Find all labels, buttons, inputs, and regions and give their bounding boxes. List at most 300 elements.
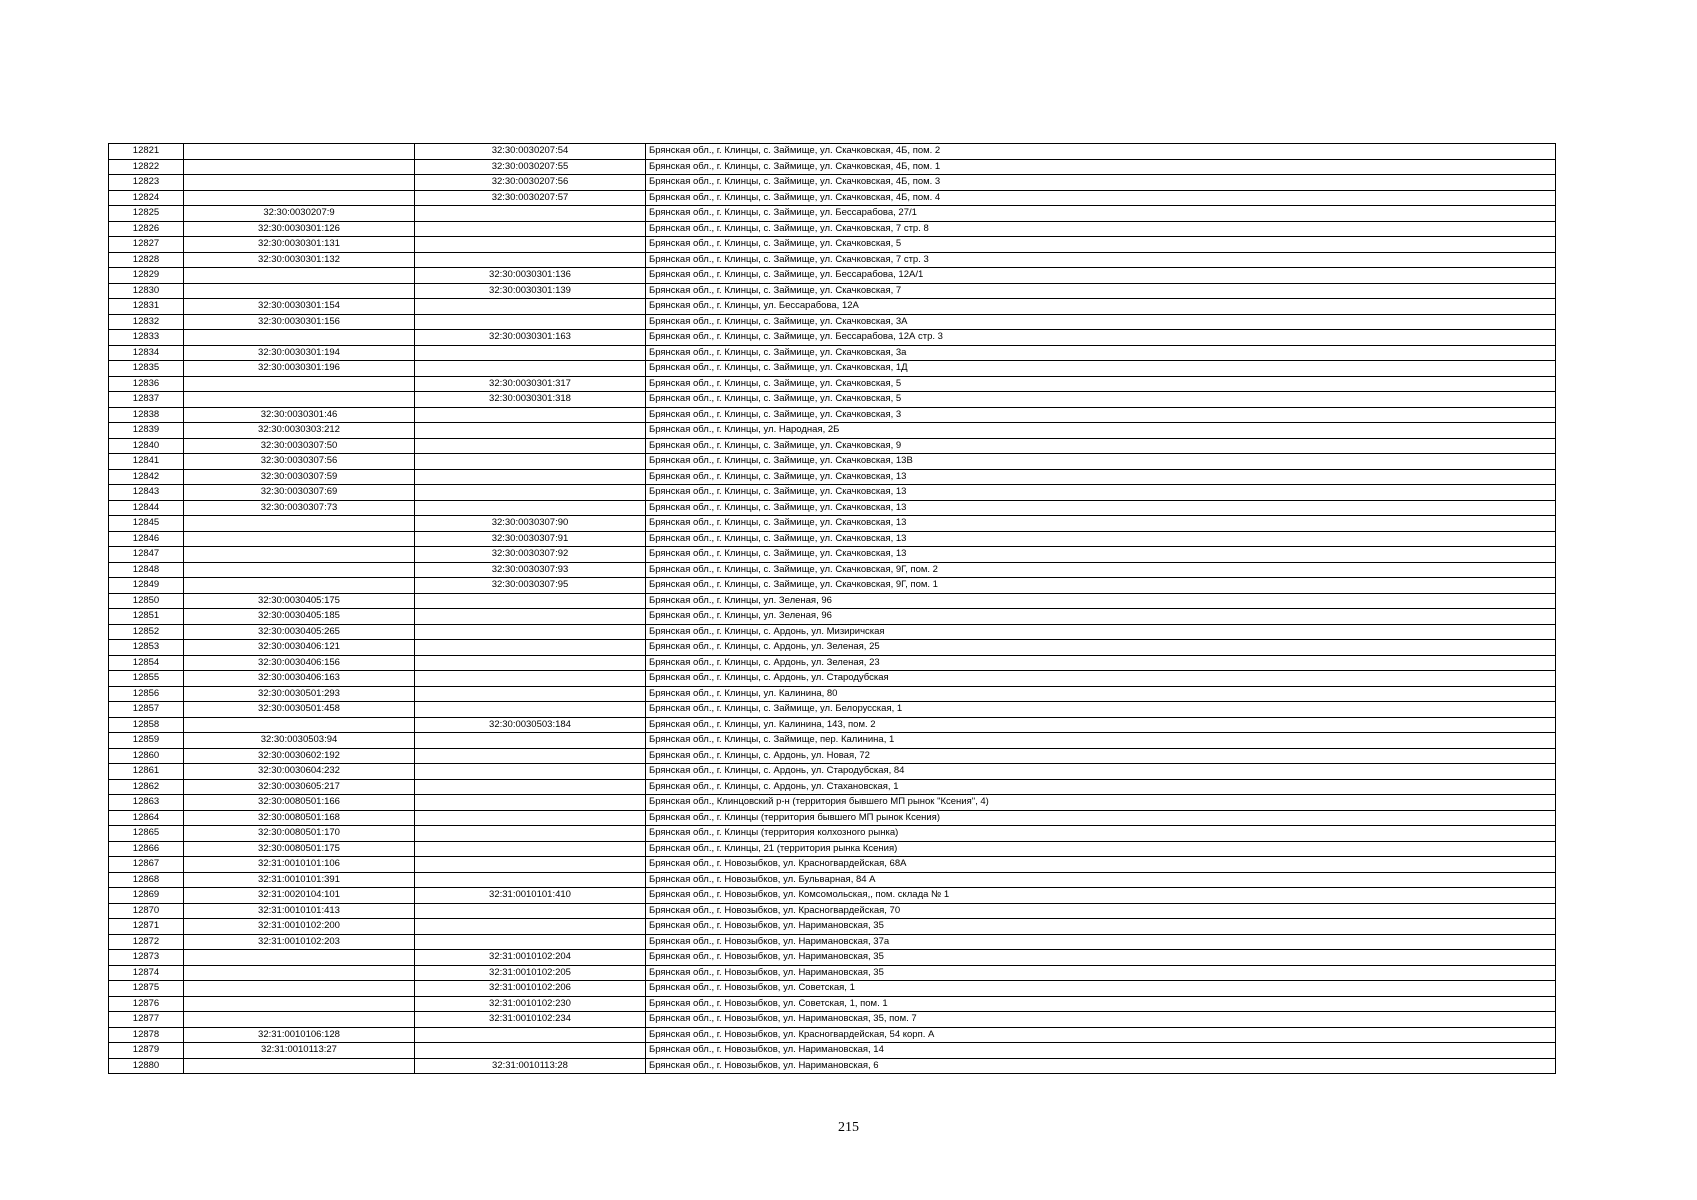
address-cell: Брянская обл., г. Клинцы, с. Займище, ул. Скачковская, 5 xyxy=(646,376,1556,392)
row-number-cell: 12841 xyxy=(109,454,184,470)
row-number-cell: 12851 xyxy=(109,609,184,625)
building-cadastral-number-cell xyxy=(415,252,646,268)
land-cadastral-number-cell: 32:30:0030301:154 xyxy=(184,299,415,315)
building-cadastral-number-cell: 32:30:0030207:57 xyxy=(415,190,646,206)
row-number-cell: 12872 xyxy=(109,934,184,950)
address-cell: Брянская обл., г. Клинцы, с. Ардонь, ул. Мизиричская xyxy=(646,624,1556,640)
building-cadastral-number-cell xyxy=(415,733,646,749)
row-number-cell: 12847 xyxy=(109,547,184,563)
row-number-cell: 12828 xyxy=(109,252,184,268)
building-cadastral-number-cell xyxy=(415,779,646,795)
row-number-cell: 12843 xyxy=(109,485,184,501)
address-cell: Брянская обл., г. Клинцы, с. Займище, ул. Скачковская, 1Д xyxy=(646,361,1556,377)
row-number-cell: 12854 xyxy=(109,655,184,671)
land-cadastral-number-cell xyxy=(184,950,415,966)
table-row xyxy=(109,361,1556,377)
building-cadastral-number-cell: 32:31:0010102:234 xyxy=(415,1012,646,1028)
address-cell: Брянская обл., г. Клинцы, с. Займище, ул. Скачковская, 5 xyxy=(646,237,1556,253)
land-cadastral-number-cell: 32:30:0030605:217 xyxy=(184,779,415,795)
land-cadastral-number-cell: 32:30:0030406:156 xyxy=(184,655,415,671)
table-row xyxy=(109,996,1556,1012)
land-cadastral-number-cell xyxy=(184,376,415,392)
row-number-cell: 12857 xyxy=(109,702,184,718)
building-cadastral-number-cell xyxy=(415,640,646,656)
address-cell: Брянская обл., г. Новозыбков, ул. Наримановская, 35 xyxy=(646,965,1556,981)
address-cell: Брянская обл., г. Клинцы, с. Займище, ул. Бессарабова, 12А стр. 3 xyxy=(646,330,1556,346)
row-number-cell: 12870 xyxy=(109,903,184,919)
land-cadastral-number-cell: 32:30:0030301:194 xyxy=(184,345,415,361)
table-row xyxy=(109,702,1556,718)
table-row xyxy=(109,764,1556,780)
address-cell: Брянская обл., г. Клинцы, с. Займище, ул. Белорусская, 1 xyxy=(646,702,1556,718)
table-row xyxy=(109,330,1556,346)
land-cadastral-number-cell xyxy=(184,547,415,563)
address-cell: Брянская обл., г. Новозыбков, ул. Комсомольская,, пом. склада № 1 xyxy=(646,888,1556,904)
row-number-cell: 12837 xyxy=(109,392,184,408)
table-row xyxy=(109,655,1556,671)
row-number-cell: 12874 xyxy=(109,965,184,981)
building-cadastral-number-cell xyxy=(415,469,646,485)
building-cadastral-number-cell xyxy=(415,485,646,501)
land-cadastral-number-cell: 32:30:0080501:170 xyxy=(184,826,415,842)
building-cadastral-number-cell xyxy=(415,345,646,361)
address-cell: Брянская обл., г. Клинцы, с. Займище, ул. Скачковская, 3А xyxy=(646,314,1556,330)
building-cadastral-number-cell xyxy=(415,206,646,222)
address-cell: Брянская обл., г. Новозыбков, ул. Красногвардейская, 68А xyxy=(646,857,1556,873)
land-cadastral-number-cell: 32:31:0010102:200 xyxy=(184,919,415,935)
row-number-cell: 12868 xyxy=(109,872,184,888)
land-cadastral-number-cell xyxy=(184,996,415,1012)
row-number-cell: 12864 xyxy=(109,810,184,826)
row-number-cell: 12824 xyxy=(109,190,184,206)
building-cadastral-number-cell xyxy=(415,624,646,640)
address-cell: Брянская обл., г. Клинцы, с. Займище, пер. Калинина, 1 xyxy=(646,733,1556,749)
land-cadastral-number-cell: 32:30:0030405:265 xyxy=(184,624,415,640)
address-cell: Брянская обл., г. Клинцы, с. Ардонь, ул. Стахановская, 1 xyxy=(646,779,1556,795)
building-cadastral-number-cell xyxy=(415,857,646,873)
address-cell: Брянская обл., г. Клинцы, с. Займище, ул. Скачковская, 9Г, пом. 2 xyxy=(646,562,1556,578)
land-cadastral-number-cell: 32:31:0010106:128 xyxy=(184,1027,415,1043)
building-cadastral-number-cell xyxy=(415,423,646,439)
building-cadastral-number-cell: 32:31:0010101:410 xyxy=(415,888,646,904)
land-cadastral-number-cell xyxy=(184,268,415,284)
land-cadastral-number-cell xyxy=(184,578,415,594)
table-row xyxy=(109,392,1556,408)
table-row xyxy=(109,779,1556,795)
table-row xyxy=(109,686,1556,702)
row-number-cell: 12875 xyxy=(109,981,184,997)
table-row xyxy=(109,206,1556,222)
address-cell: Брянская обл., г. Клинцы, ул. Бессарабова, 12А xyxy=(646,299,1556,315)
building-cadastral-number-cell xyxy=(415,919,646,935)
land-cadastral-number-cell: 32:30:0030405:185 xyxy=(184,609,415,625)
land-cadastral-number-cell xyxy=(184,717,415,733)
row-number-cell: 12839 xyxy=(109,423,184,439)
row-number-cell: 12873 xyxy=(109,950,184,966)
building-cadastral-number-cell xyxy=(415,686,646,702)
building-cadastral-number-cell: 32:31:0010102:205 xyxy=(415,965,646,981)
building-cadastral-number-cell: 32:30:0030301:318 xyxy=(415,392,646,408)
table-row xyxy=(109,531,1556,547)
address-cell: Брянская обл., г. Новозыбков, ул. Наримановская, 35, пом. 7 xyxy=(646,1012,1556,1028)
address-cell: Брянская обл., г. Новозыбков, ул. Советская, 1 xyxy=(646,981,1556,997)
building-cadastral-number-cell xyxy=(415,810,646,826)
land-cadastral-number-cell xyxy=(184,175,415,191)
table-row xyxy=(109,640,1556,656)
table-row xyxy=(109,826,1556,842)
building-cadastral-number-cell xyxy=(415,826,646,842)
property-register-table xyxy=(108,143,1556,1074)
building-cadastral-number-cell xyxy=(415,655,646,671)
table-row xyxy=(109,438,1556,454)
row-number-cell: 12823 xyxy=(109,175,184,191)
building-cadastral-number-cell xyxy=(415,1043,646,1059)
row-number-cell: 12829 xyxy=(109,268,184,284)
row-number-cell: 12838 xyxy=(109,407,184,423)
land-cadastral-number-cell: 32:30:0030303:212 xyxy=(184,423,415,439)
address-cell: Брянская обл., г. Клинцы, с. Займище, ул. Скачковская, 4Б, пом. 4 xyxy=(646,190,1556,206)
building-cadastral-number-cell: 32:31:0010102:204 xyxy=(415,950,646,966)
building-cadastral-number-cell: 32:30:0030301:317 xyxy=(415,376,646,392)
table-row xyxy=(109,469,1556,485)
address-cell: Брянская обл., г. Новозыбков, ул. Советская, 1, пом. 1 xyxy=(646,996,1556,1012)
row-number-cell: 12832 xyxy=(109,314,184,330)
table-row xyxy=(109,981,1556,997)
building-cadastral-number-cell: 32:30:0030307:92 xyxy=(415,547,646,563)
land-cadastral-number-cell: 32:30:0030207:9 xyxy=(184,206,415,222)
building-cadastral-number-cell: 32:30:0030301:139 xyxy=(415,283,646,299)
address-cell: Брянская обл., г. Новозыбков, ул. Наримановская, 37а xyxy=(646,934,1556,950)
address-cell: Брянская обл., г. Новозыбков, ул. Наримановская, 35 xyxy=(646,950,1556,966)
table-row xyxy=(109,314,1556,330)
address-cell: Брянская обл., г. Новозыбков, ул. Красногвардейская, 70 xyxy=(646,903,1556,919)
address-cell: Брянская обл., г. Клинцы, с. Займище, ул. Скачковская, 13В xyxy=(646,454,1556,470)
table-row xyxy=(109,299,1556,315)
table-row xyxy=(109,1058,1556,1074)
building-cadastral-number-cell: 32:31:0010102:206 xyxy=(415,981,646,997)
building-cadastral-number-cell xyxy=(415,407,646,423)
building-cadastral-number-cell: 32:30:0030207:55 xyxy=(415,159,646,175)
building-cadastral-number-cell xyxy=(415,1027,646,1043)
row-number-cell: 12877 xyxy=(109,1012,184,1028)
table-row xyxy=(109,547,1556,563)
building-cadastral-number-cell: 32:30:0030301:136 xyxy=(415,268,646,284)
table-row xyxy=(109,345,1556,361)
address-cell: Брянская обл., г. Клинцы, 21 (территория рынка Ксения) xyxy=(646,841,1556,857)
land-cadastral-number-cell: 32:31:0020104:101 xyxy=(184,888,415,904)
table-row xyxy=(109,965,1556,981)
building-cadastral-number-cell xyxy=(415,764,646,780)
land-cadastral-number-cell xyxy=(184,531,415,547)
address-cell: Брянская обл., г. Клинцы, ул. Зеленая, 96 xyxy=(646,593,1556,609)
row-number-cell: 12863 xyxy=(109,795,184,811)
table-row xyxy=(109,175,1556,191)
land-cadastral-number-cell: 32:30:0030301:126 xyxy=(184,221,415,237)
land-cadastral-number-cell: 32:30:0080501:166 xyxy=(184,795,415,811)
address-cell: Брянская обл., г. Клинцы, с. Ардонь, ул. Новая, 72 xyxy=(646,748,1556,764)
address-cell: Брянская обл., г. Клинцы, ул. Калинина, 80 xyxy=(646,686,1556,702)
land-cadastral-number-cell: 32:30:0030604:232 xyxy=(184,764,415,780)
land-cadastral-number-cell: 32:30:0030307:59 xyxy=(184,469,415,485)
building-cadastral-number-cell: 32:30:0030307:93 xyxy=(415,562,646,578)
land-cadastral-number-cell: 32:30:0030307:56 xyxy=(184,454,415,470)
row-number-cell: 12845 xyxy=(109,516,184,532)
row-number-cell: 12867 xyxy=(109,857,184,873)
row-number-cell: 12844 xyxy=(109,500,184,516)
land-cadastral-number-cell: 32:30:0080501:175 xyxy=(184,841,415,857)
building-cadastral-number-cell xyxy=(415,934,646,950)
land-cadastral-number-cell xyxy=(184,965,415,981)
building-cadastral-number-cell xyxy=(415,702,646,718)
building-cadastral-number-cell: 32:30:0030307:95 xyxy=(415,578,646,594)
address-cell: Брянская обл., г. Клинцы, с. Займище, ул. Скачковская, 3а xyxy=(646,345,1556,361)
land-cadastral-number-cell: 32:30:0030301:46 xyxy=(184,407,415,423)
land-cadastral-number-cell xyxy=(184,392,415,408)
table-row xyxy=(109,950,1556,966)
land-cadastral-number-cell: 32:30:0030307:50 xyxy=(184,438,415,454)
land-cadastral-number-cell: 32:30:0080501:168 xyxy=(184,810,415,826)
row-number-cell: 12849 xyxy=(109,578,184,594)
building-cadastral-number-cell xyxy=(415,361,646,377)
row-number-cell: 12853 xyxy=(109,640,184,656)
land-cadastral-number-cell xyxy=(184,981,415,997)
table-row xyxy=(109,252,1556,268)
land-cadastral-number-cell: 32:30:0030501:293 xyxy=(184,686,415,702)
land-cadastral-number-cell: 32:30:0030503:94 xyxy=(184,733,415,749)
table-row xyxy=(109,810,1556,826)
address-cell: Брянская обл., г. Новозыбков, ул. Красногвардейская, 54 корп. А xyxy=(646,1027,1556,1043)
address-cell: Брянская обл., г. Клинцы, с. Займище, ул. Скачковская, 13 xyxy=(646,500,1556,516)
building-cadastral-number-cell xyxy=(415,314,646,330)
building-cadastral-number-cell xyxy=(415,841,646,857)
land-cadastral-number-cell: 32:30:0030501:458 xyxy=(184,702,415,718)
row-number-cell: 12880 xyxy=(109,1058,184,1074)
land-cadastral-number-cell: 32:31:0010101:106 xyxy=(184,857,415,873)
land-cadastral-number-cell xyxy=(184,330,415,346)
land-cadastral-number-cell xyxy=(184,190,415,206)
table-row xyxy=(109,190,1556,206)
table-row xyxy=(109,903,1556,919)
land-cadastral-number-cell: 32:31:0010102:203 xyxy=(184,934,415,950)
table-row xyxy=(109,748,1556,764)
address-cell: Брянская обл., г. Клинцы, ул. Народная, 2Б xyxy=(646,423,1556,439)
address-cell: Брянская обл., г. Клинцы (территория колхозного рынка) xyxy=(646,826,1556,842)
table-row xyxy=(109,500,1556,516)
table-row xyxy=(109,934,1556,950)
address-cell: Брянская обл., г. Новозыбков, ул. Наримановская, 35 xyxy=(646,919,1556,935)
table-row xyxy=(109,268,1556,284)
building-cadastral-number-cell: 32:30:0030301:163 xyxy=(415,330,646,346)
building-cadastral-number-cell: 32:30:0030503:184 xyxy=(415,717,646,733)
land-cadastral-number-cell xyxy=(184,283,415,299)
building-cadastral-number-cell: 32:30:0030207:56 xyxy=(415,175,646,191)
table-row xyxy=(109,423,1556,439)
land-cadastral-number-cell xyxy=(184,144,415,160)
address-cell: Брянская обл., г. Клинцы, с. Ардонь, ул. Зеленая, 23 xyxy=(646,655,1556,671)
building-cadastral-number-cell: 32:30:0030307:90 xyxy=(415,516,646,532)
row-number-cell: 12831 xyxy=(109,299,184,315)
row-number-cell: 12826 xyxy=(109,221,184,237)
address-cell: Брянская обл., г. Клинцы, с. Займище, ул. Скачковская, 9 xyxy=(646,438,1556,454)
land-cadastral-number-cell: 32:30:0030301:131 xyxy=(184,237,415,253)
row-number-cell: 12825 xyxy=(109,206,184,222)
row-number-cell: 12860 xyxy=(109,748,184,764)
row-number-cell: 12830 xyxy=(109,283,184,299)
row-number-cell: 12842 xyxy=(109,469,184,485)
row-number-cell: 12855 xyxy=(109,671,184,687)
land-cadastral-number-cell: 32:31:0010113:27 xyxy=(184,1043,415,1059)
address-cell: Брянская обл., г. Клинцы, с. Займище, ул. Скачковская, 7 xyxy=(646,283,1556,299)
land-cadastral-number-cell: 32:30:0030301:196 xyxy=(184,361,415,377)
land-cadastral-number-cell: 32:30:0030307:73 xyxy=(184,500,415,516)
table-row xyxy=(109,454,1556,470)
row-number-cell: 12835 xyxy=(109,361,184,377)
row-number-cell: 12866 xyxy=(109,841,184,857)
land-cadastral-number-cell: 32:30:0030406:121 xyxy=(184,640,415,656)
row-number-cell: 12822 xyxy=(109,159,184,175)
row-number-cell: 12846 xyxy=(109,531,184,547)
table-row xyxy=(109,795,1556,811)
row-number-cell: 12871 xyxy=(109,919,184,935)
address-cell: Брянская обл., г. Клинцы, с. Займище, ул. Скачковская, 4Б, пом. 1 xyxy=(646,159,1556,175)
land-cadastral-number-cell: 32:30:0030307:69 xyxy=(184,485,415,501)
table-row xyxy=(109,919,1556,935)
row-number-cell: 12879 xyxy=(109,1043,184,1059)
building-cadastral-number-cell: 32:31:0010113:28 xyxy=(415,1058,646,1074)
land-cadastral-number-cell: 32:30:0030405:175 xyxy=(184,593,415,609)
row-number-cell: 12862 xyxy=(109,779,184,795)
row-number-cell: 12834 xyxy=(109,345,184,361)
table-row xyxy=(109,1043,1556,1059)
table-row xyxy=(109,221,1556,237)
row-number-cell: 12840 xyxy=(109,438,184,454)
address-cell: Брянская обл., г. Клинцы, с. Ардонь, ул. Стародубская, 84 xyxy=(646,764,1556,780)
table-row xyxy=(109,159,1556,175)
address-cell: Брянская обл., г. Клинцы, с. Займище, ул. Скачковская, 13 xyxy=(646,531,1556,547)
building-cadastral-number-cell xyxy=(415,454,646,470)
address-cell: Брянская обл., г. Клинцы, с. Ардонь, ул. Зеленая, 25 xyxy=(646,640,1556,656)
address-cell: Брянская обл., Клинцовский р-н (территория бывшего МП рынок "Ксения", 4) xyxy=(646,795,1556,811)
building-cadastral-number-cell: 32:30:0030207:54 xyxy=(415,144,646,160)
row-number-cell: 12833 xyxy=(109,330,184,346)
address-cell: Брянская обл., г. Новозыбков, ул. Бульварная, 84 А xyxy=(646,872,1556,888)
building-cadastral-number-cell xyxy=(415,609,646,625)
address-cell: Брянская обл., г. Клинцы, ул. Зеленая, 96 xyxy=(646,609,1556,625)
row-number-cell: 12878 xyxy=(109,1027,184,1043)
address-cell: Брянская обл., г. Клинцы, с. Займище, ул. Скачковская, 3 xyxy=(646,407,1556,423)
address-cell: Брянская обл., г. Клинцы, с. Займище, ул. Скачковская, 5 xyxy=(646,392,1556,408)
table-row xyxy=(109,671,1556,687)
table-row xyxy=(109,717,1556,733)
land-cadastral-number-cell: 32:31:0010101:413 xyxy=(184,903,415,919)
address-cell: Брянская обл., г. Клинцы, с. Займище, ул. Скачковская, 13 xyxy=(646,485,1556,501)
land-cadastral-number-cell: 32:30:0030406:163 xyxy=(184,671,415,687)
address-cell: Брянская обл., г. Клинцы, с. Займище, ул. Скачковская, 13 xyxy=(646,469,1556,485)
address-cell: Брянская обл., г. Новозыбков, ул. Наримановская, 14 xyxy=(646,1043,1556,1059)
land-cadastral-number-cell xyxy=(184,562,415,578)
table-row xyxy=(109,516,1556,532)
land-cadastral-number-cell: 32:30:0030301:132 xyxy=(184,252,415,268)
row-number-cell: 12865 xyxy=(109,826,184,842)
row-number-cell: 12876 xyxy=(109,996,184,1012)
building-cadastral-number-cell: 32:31:0010102:230 xyxy=(415,996,646,1012)
table-row xyxy=(109,485,1556,501)
table-row xyxy=(109,609,1556,625)
address-cell: Брянская обл., г. Клинцы (территория бывшего МП рынок Ксения) xyxy=(646,810,1556,826)
building-cadastral-number-cell xyxy=(415,221,646,237)
land-cadastral-number-cell xyxy=(184,1058,415,1074)
building-cadastral-number-cell xyxy=(415,903,646,919)
building-cadastral-number-cell xyxy=(415,671,646,687)
building-cadastral-number-cell xyxy=(415,299,646,315)
address-cell: Брянская обл., г. Новозыбков, ул. Наримановская, 6 xyxy=(646,1058,1556,1074)
building-cadastral-number-cell xyxy=(415,237,646,253)
building-cadastral-number-cell: 32:30:0030307:91 xyxy=(415,531,646,547)
table-row xyxy=(109,593,1556,609)
table-row xyxy=(109,562,1556,578)
address-cell: Брянская обл., г. Клинцы, с. Займище, ул. Скачковская, 13 xyxy=(646,547,1556,563)
building-cadastral-number-cell xyxy=(415,438,646,454)
row-number-cell: 12856 xyxy=(109,686,184,702)
row-number-cell: 12821 xyxy=(109,144,184,160)
row-number-cell: 12852 xyxy=(109,624,184,640)
table-row xyxy=(109,283,1556,299)
table-row xyxy=(109,376,1556,392)
land-cadastral-number-cell: 32:30:0030301:156 xyxy=(184,314,415,330)
building-cadastral-number-cell xyxy=(415,872,646,888)
land-cadastral-number-cell: 32:30:0030602:192 xyxy=(184,748,415,764)
building-cadastral-number-cell xyxy=(415,795,646,811)
table-row xyxy=(109,888,1556,904)
address-cell: Брянская обл., г. Клинцы, с. Займище, ул. Скачковская, 7 стр. 8 xyxy=(646,221,1556,237)
land-cadastral-number-cell xyxy=(184,516,415,532)
address-cell: Брянская обл., г. Клинцы, с. Ардонь, ул. Стародубская xyxy=(646,671,1556,687)
building-cadastral-number-cell xyxy=(415,593,646,609)
table-row xyxy=(109,407,1556,423)
row-number-cell: 12827 xyxy=(109,237,184,253)
address-cell: Брянская обл., г. Клинцы, с. Займище, ул. Бессарабова, 27/1 xyxy=(646,206,1556,222)
table-row xyxy=(109,1012,1556,1028)
table-row xyxy=(109,733,1556,749)
page-number: 215 xyxy=(838,1120,859,1135)
building-cadastral-number-cell xyxy=(415,748,646,764)
land-cadastral-number-cell xyxy=(184,159,415,175)
land-cadastral-number-cell: 32:31:0010101:391 xyxy=(184,872,415,888)
property-register-body xyxy=(109,144,1556,1074)
row-number-cell: 12848 xyxy=(109,562,184,578)
address-cell: Брянская обл., г. Клинцы, ул. Калинина, 143, пом. 2 xyxy=(646,717,1556,733)
row-number-cell: 12836 xyxy=(109,376,184,392)
table-row xyxy=(109,841,1556,857)
table-row xyxy=(109,872,1556,888)
row-number-cell: 12858 xyxy=(109,717,184,733)
row-number-cell: 12850 xyxy=(109,593,184,609)
table-row xyxy=(109,1027,1556,1043)
table-row xyxy=(109,144,1556,160)
table-row xyxy=(109,237,1556,253)
land-cadastral-number-cell xyxy=(184,1012,415,1028)
row-number-cell: 12859 xyxy=(109,733,184,749)
row-number-cell: 12861 xyxy=(109,764,184,780)
address-cell: Брянская обл., г. Клинцы, с. Займище, ул. Скачковская, 9Г, пом. 1 xyxy=(646,578,1556,594)
address-cell: Брянская обл., г. Клинцы, с. Займище, ул. Скачковская, 4Б, пом. 2 xyxy=(646,144,1556,160)
address-cell: Брянская обл., г. Клинцы, с. Займище, ул. Бессарабова, 12А/1 xyxy=(646,268,1556,284)
address-cell: Брянская обл., г. Клинцы, с. Займище, ул. Скачковская, 4Б, пом. 3 xyxy=(646,175,1556,191)
address-cell: Брянская обл., г. Клинцы, с. Займище, ул. Скачковская, 7 стр. 3 xyxy=(646,252,1556,268)
table-row xyxy=(109,578,1556,594)
table-row xyxy=(109,857,1556,873)
table-row xyxy=(109,624,1556,640)
